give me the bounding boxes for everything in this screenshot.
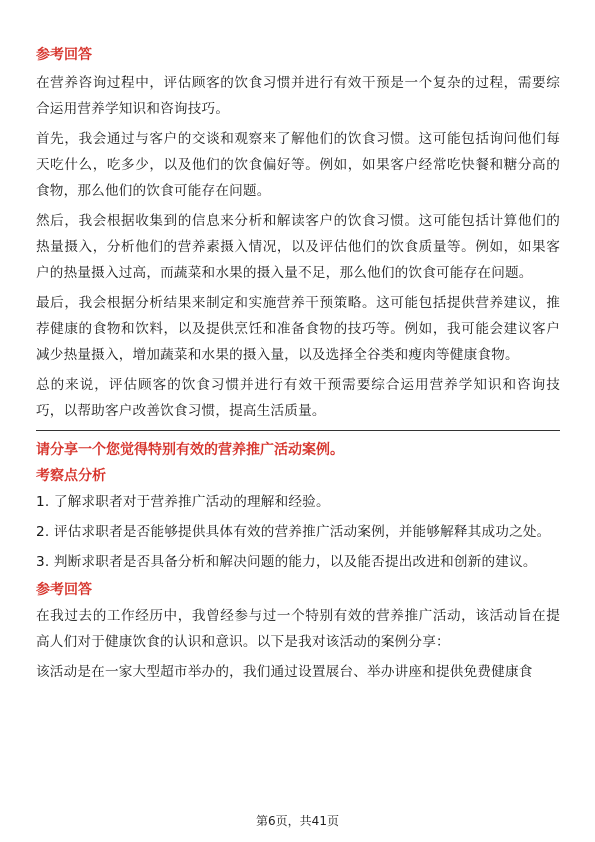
answer-paragraph: 在我过去的工作经历中，我曾经参与过一个特别有效的营养推广活动，该活动旨在提高人们对于健康饮食的认识和意识。以下是我对该活动的案例分享： [36,608,560,650]
section-divider [36,430,560,431]
answer-heading: 参考回答 [36,582,92,598]
analysis-item: 3. 判断求职者是否具备分析和解决问题的能力，以及能否提出改进和创新的建议。 [36,554,537,570]
answer-paragraph: 在营养咨询过程中，评估顾客的饮食习惯并进行有效干预是一个复杂的过程，需要综合运用营养学知识和咨询技巧。 [36,75,560,117]
answer-paragraph: 该活动是在一家大型超市举办的，我们通过设置展台、举办讲座和提供免费健康食 [36,664,533,680]
answer-paragraph: 最后，我会根据分析结果来制定和实施营养干预策略。这可能包括提供营养建议，推荐健康的食物和饮料，以及提供烹饪和准备食物的技巧等。例如，我可能会建议客户减少热量摄入，增加蔬菜和水果的摄入量，以及选择全谷类和瘦肉等健康食物。 [36,295,560,363]
answer-heading: 参考回答 [36,47,92,63]
page-number: 第6页，共41页 [256,814,339,828]
analysis-item: 2. 评估求职者是否能够提供具体有效的营养推广活动案例，并能够解释其成功之处。 [36,524,551,540]
page-content [36,44,560,689]
answer-paragraph: 然后，我会根据收集到的信息来分析和解读客户的饮食习惯。这可能包括计算他们的热量摄入，分析他们的营养素摄入情况，以及评估他们的饮食质量等。例如，如果客户的热量摄入过高，而蔬菜和水果的摄入量不足，那么他们的饮食可能存在问题。 [36,213,560,281]
answer-paragraph: 首先，我会通过与客户的交谈和观察来了解他们的饮食习惯。这可能包括询问他们每天吃什么，吃多少，以及他们的饮食偏好等。例如，如果客户经常吃快餐和糖分高的食物，那么他们的饮食可能存在问题。 [36,131,560,199]
analysis-item: 1. 了解求职者对于营养推广活动的理解和经验。 [36,494,330,510]
question-title: 请分享一个您觉得特别有效的营养推广活动案例。 [36,442,344,458]
answer-paragraph: 总的来说，评估顾客的饮食习惯并进行有效干预需要综合运用营养学知识和咨询技巧，以帮助客户改善饮食习惯，提高生活质量。 [36,377,560,419]
analysis-heading: 考察点分析 [36,468,106,484]
